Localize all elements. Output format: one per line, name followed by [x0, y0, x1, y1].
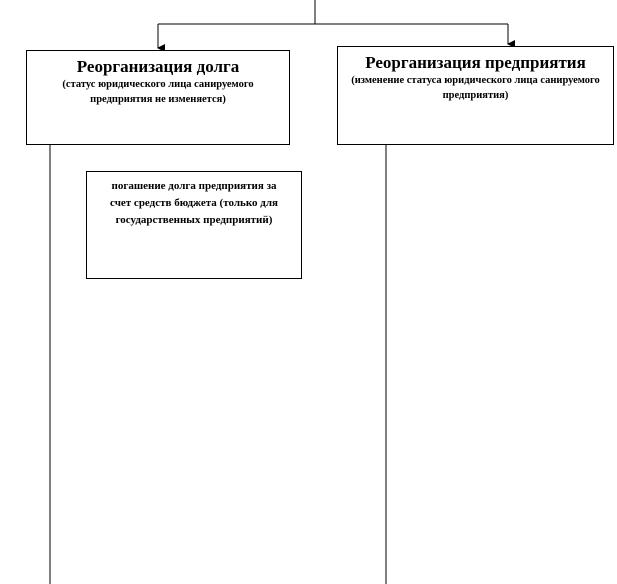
enterprise-reorganization-subtitle: (изменение статуса юридического лица санируемого предприятия) — [351, 75, 600, 101]
budget-repayment-text: погашение долга предприятия за счет средств бюджета (только для государственных предприятий) — [110, 180, 278, 226]
debt-reorganization-title: Реорганизация долга — [76, 57, 240, 76]
enterprise-reorganization-title: Реорганизация предприятия — [365, 53, 586, 72]
enterprise-reorganization-box — [337, 46, 614, 145]
debt-reorganization-subtitle: (статус юридического лица санируемого предприятия не изменяется) — [62, 79, 254, 105]
budget-repayment-box — [86, 171, 302, 279]
debt-reorganization-box — [26, 50, 290, 145]
